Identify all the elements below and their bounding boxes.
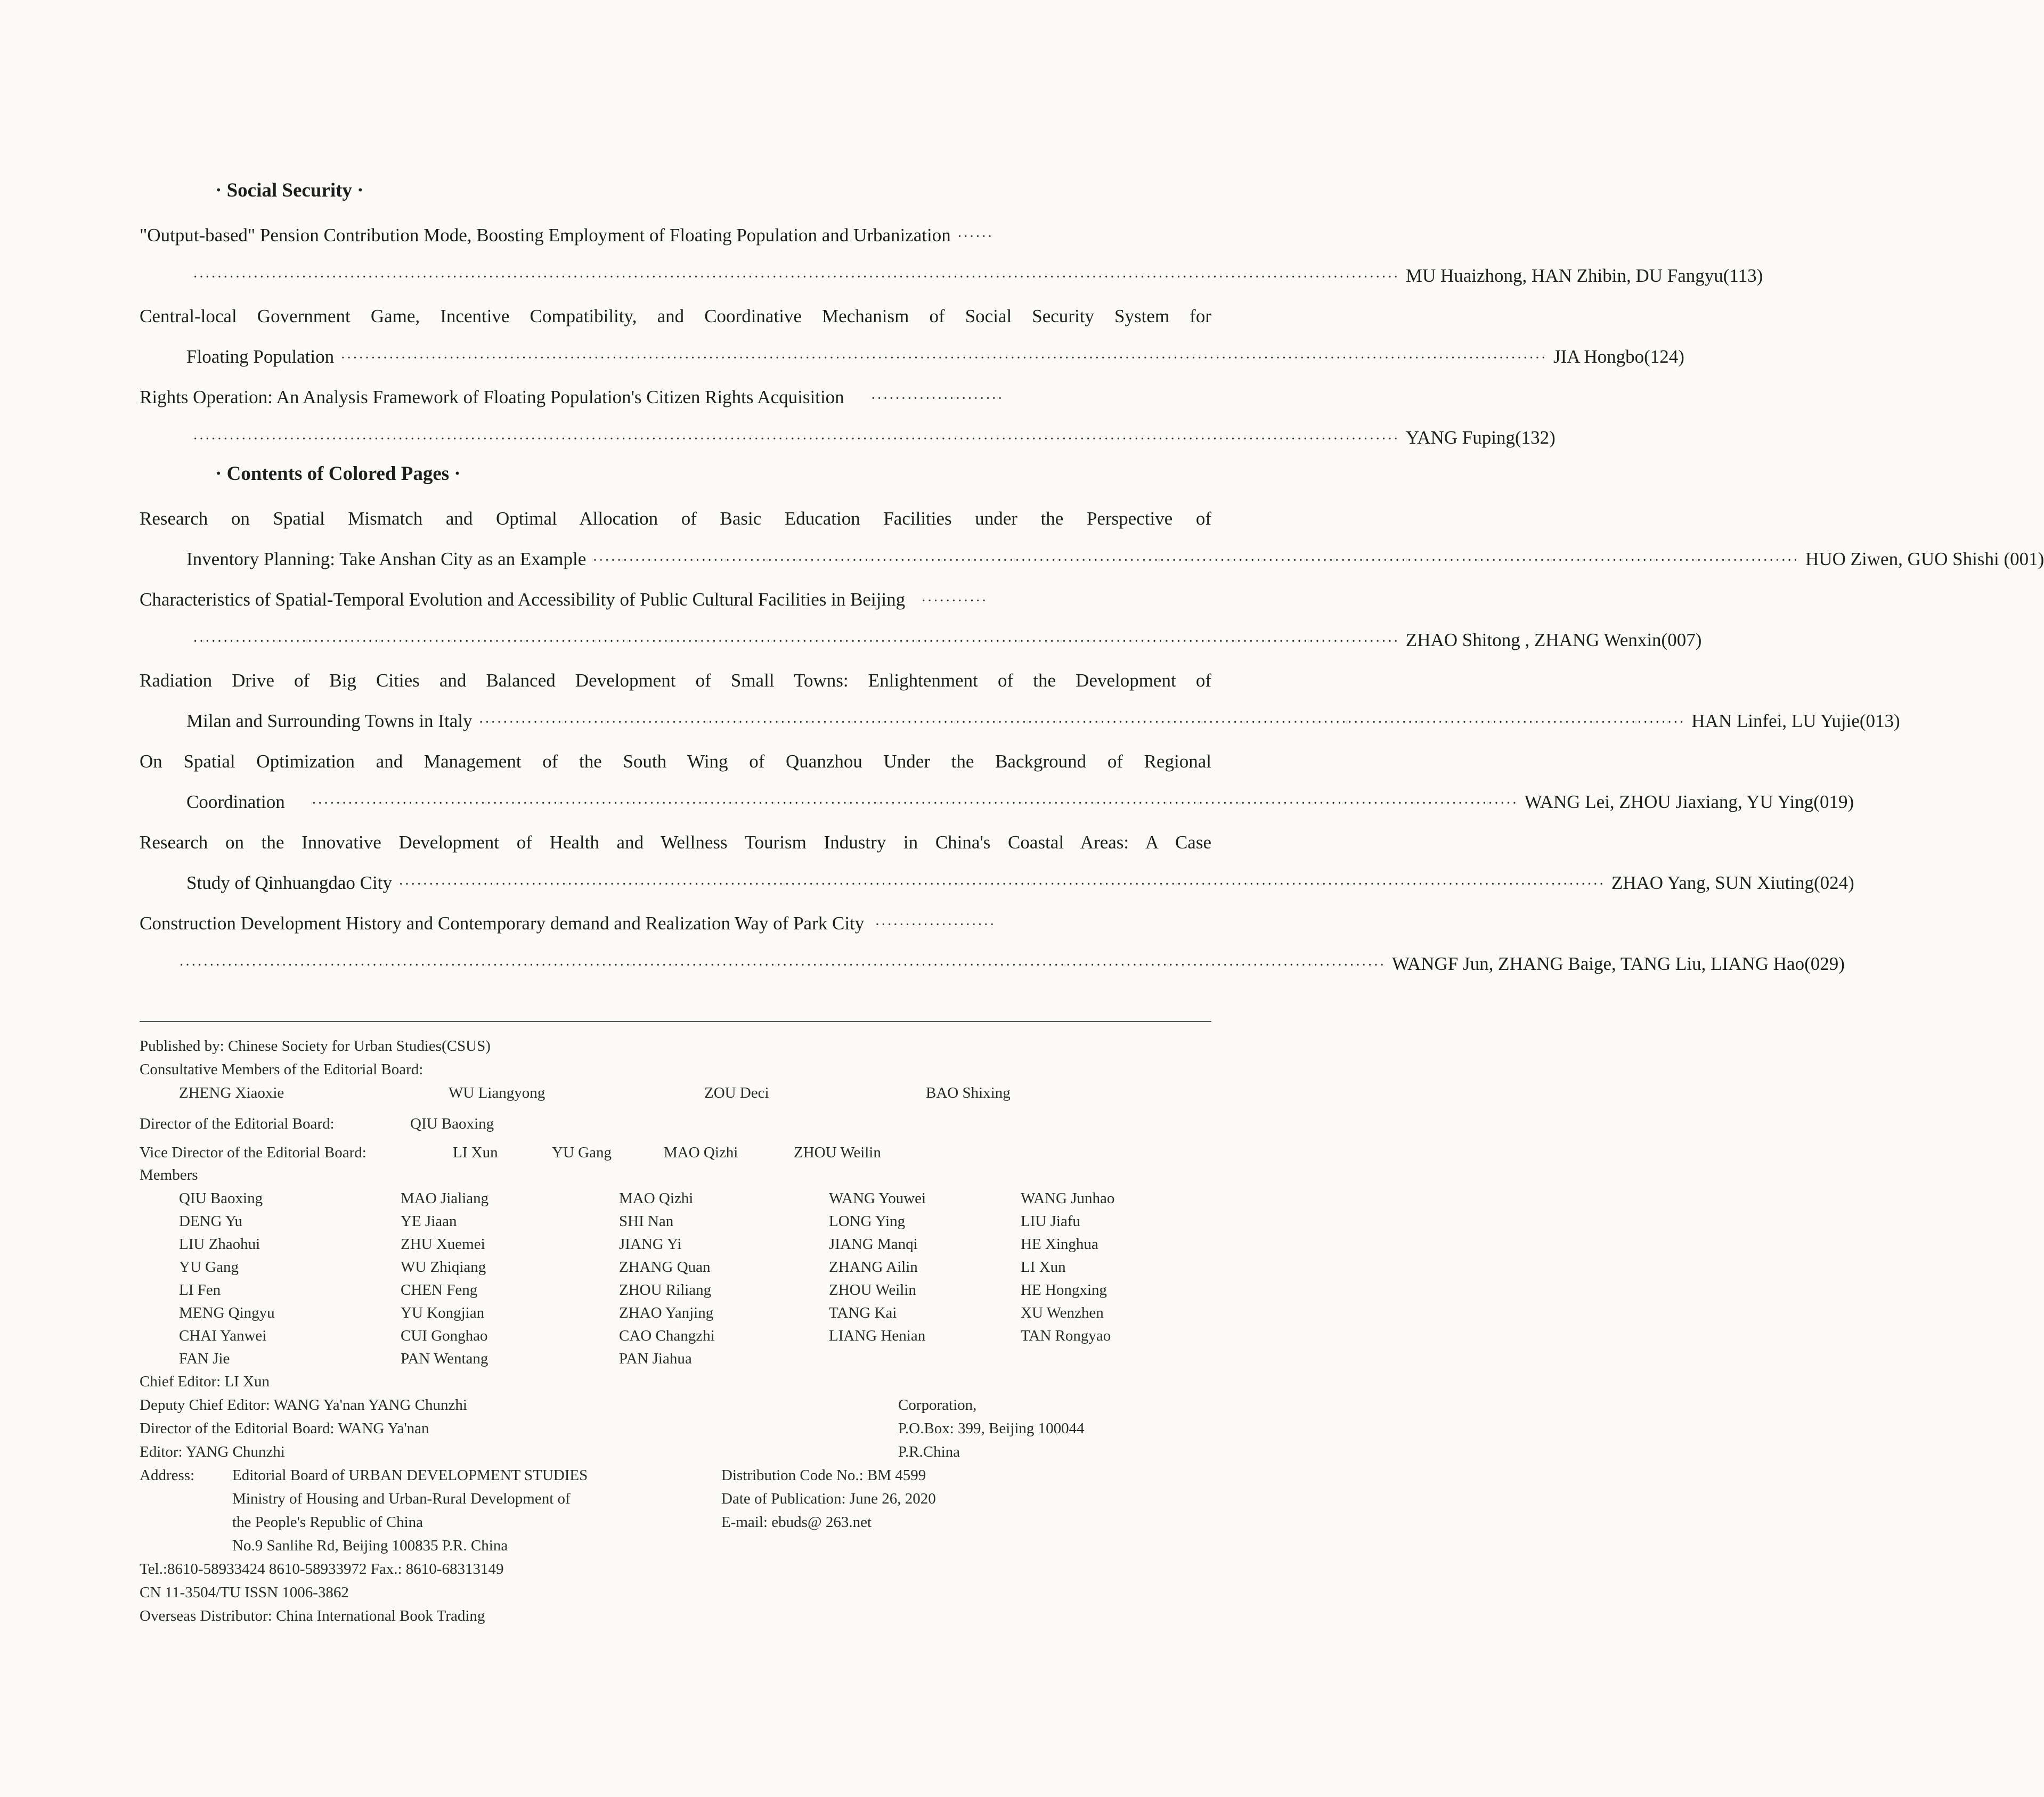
member-name: CHEN Feng: [401, 1281, 478, 1298]
entry-authors: ZHAO Yang, SUN Xiuting(024): [1611, 872, 1854, 893]
member-name: MAO Qizhi: [619, 1190, 694, 1207]
entry-authors: WANG Lei, ZHOU Jiaxiang, YU Ying(019): [1524, 791, 1854, 812]
editorial-director: Director of the Editorial Board: WANG Ya'nan: [140, 1420, 429, 1437]
entry-title: Central-local Government Game, Incentive Compatibility, and Coordinative Mechanism of Social Security System for: [140, 306, 1211, 326]
dot-leader: ········································································································································································································: [340, 350, 1547, 366]
entry-title: Characteristics of Spatial-Temporal Evolution and Accessibility of Public Cultural Facilities in Beijing: [140, 589, 906, 610]
member-name: CUI Gonghao: [401, 1327, 488, 1344]
vice-director-label: Vice Director of the Editorial Board:: [140, 1144, 367, 1161]
dot-leader: ········································································································································································································: [398, 876, 1605, 893]
member-name: PAN Jiahua: [619, 1350, 692, 1367]
member-name: FAN Jie: [179, 1350, 230, 1367]
member-name: LIANG Henian: [829, 1327, 926, 1344]
published-by: Published by: Chinese Society for Urban Studies(CSUS): [140, 1038, 491, 1055]
consultative-member: WU Liangyong: [449, 1084, 545, 1101]
member-name: CHAI Yanwei: [179, 1327, 267, 1344]
dot-leader: ········································································································································································································: [193, 269, 1399, 285]
member-name: ZHANG Ailin: [829, 1259, 918, 1276]
address-line: Ministry of Housing and Urban-Rural Development of: [232, 1490, 571, 1507]
chief-editor: Chief Editor: LI Xun: [140, 1373, 270, 1390]
member-name: WANG Youwei: [829, 1190, 926, 1207]
entry-authors: ZHAO Shitong , ZHANG Wenxin(007): [1405, 630, 1702, 650]
member-name: WU Zhiqiang: [401, 1259, 486, 1276]
dot-leader: ····················: [875, 917, 996, 933]
vice-director: LI Xun: [453, 1144, 498, 1161]
member-name: HE Hongxing: [1021, 1281, 1107, 1298]
email[interactable]: E-mail: ebuds@ 263.net: [721, 1514, 872, 1531]
entry-authors: YANG Fuping(132): [1405, 427, 1556, 448]
member-name: WANG Junhao: [1021, 1190, 1115, 1207]
member-name: LIU Jiafu: [1021, 1213, 1080, 1230]
cn-issn: CN 11-3504/TU ISSN 1006-3862: [140, 1584, 349, 1601]
member-name: LI Fen: [179, 1281, 221, 1298]
member-name: SHI Nan: [619, 1213, 674, 1230]
entry-authors: WANGF Jun, ZHANG Baige, TANG Liu, LIANG Hao(029): [1391, 953, 1845, 974]
dot-leader: ······: [957, 228, 994, 245]
member-name: MAO Jialiang: [401, 1190, 489, 1207]
member-name: TANG Kai: [829, 1304, 897, 1321]
distributor-line: Corporation,: [898, 1396, 977, 1414]
dot-leader: ········································································································································································································: [193, 633, 1399, 650]
dot-leader: ········································································································································································································: [179, 957, 1386, 974]
entry-title-cont: Study of Qinhuangdao City: [186, 872, 392, 893]
entry-title: On Spatial Optimization and Management of the South Wing of Quanzhou Under the Background of Regional: [140, 751, 1211, 772]
dot-leader: ······················: [870, 390, 1004, 407]
entry-title: Research on the Innovative Development of Health and Wellness Tourism Industry in China's Coastal Areas: A Case: [140, 832, 1211, 853]
entry-title-cont: Inventory Planning: Take Anshan City as an Example: [186, 549, 587, 569]
member-name: CAO Changzhi: [619, 1327, 715, 1344]
member-name: MENG Qingyu: [179, 1304, 275, 1321]
member-name: QIU Baoxing: [179, 1190, 263, 1207]
distribution-code: Distribution Code No.: BM 4599: [721, 1467, 926, 1484]
dot-leader: ········································································································································································································: [311, 795, 1518, 812]
dot-leader: ···········: [921, 593, 988, 609]
entry-authors: JIA Hongbo(124): [1553, 346, 1684, 367]
entry-title: Construction Development History and Contemporary demand and Realization Way of Park City: [140, 913, 865, 934]
members-label: Members: [140, 1166, 198, 1183]
distributor-line: P.R.China: [898, 1443, 960, 1460]
member-name: LIU Zhaohui: [179, 1236, 260, 1253]
entry-authors: HUO Ziwen, GUO Shishi (001): [1805, 549, 2044, 569]
publication-date: Date of Publication: June 26, 2020: [721, 1490, 936, 1507]
member-name: XU Wenzhen: [1021, 1304, 1104, 1321]
entry-title: "Output-based" Pension Contribution Mode, Boosting Employment of Floating Population and Urbanization: [140, 225, 951, 246]
member-name: LONG Ying: [829, 1213, 906, 1230]
dot-leader: ········································································································································································································: [193, 431, 1399, 447]
member-name: ZHU Xuemei: [401, 1236, 485, 1253]
vice-director: ZHOU Weilin: [794, 1144, 881, 1161]
dot-leader: ········································································································································································································: [592, 552, 1799, 569]
consultative-member: ZOU Deci: [704, 1084, 769, 1101]
entry-title-cont: Coordination: [186, 791, 285, 812]
member-name: YU Kongjian: [401, 1304, 485, 1321]
member-name: ZHANG Quan: [619, 1259, 711, 1276]
address-label: Address:: [140, 1467, 195, 1484]
entry-title-cont: Milan and Surrounding Towns in Italy: [186, 710, 473, 731]
member-name: PAN Wentang: [401, 1350, 488, 1367]
member-name: ZHAO Yanjing: [619, 1304, 714, 1321]
telephone-fax: Tel.:8610-58933424 8610-58933972 Fax.: 8610-68313149: [140, 1561, 504, 1578]
section-heading-social-security: · Social Security ·: [215, 179, 364, 201]
dot-leader: ········································································································································································································: [478, 714, 1685, 731]
entry-authors: MU Huaizhong, HAN Zhibin, DU Fangyu(113): [1405, 265, 1763, 286]
member-name: ZHOU Riliang: [619, 1281, 712, 1298]
member-name: YE Jiaan: [401, 1213, 457, 1230]
vice-director: MAO Qizhi: [664, 1144, 738, 1161]
entry-title-cont: Floating Population: [186, 346, 335, 367]
address-line: the People's Republic of China: [232, 1514, 423, 1531]
consultative-member: ZHENG Xiaoxie: [179, 1084, 284, 1101]
member-name: ZHOU Weilin: [829, 1281, 916, 1298]
overseas-distributor: Overseas Distributor: China International Book Trading: [140, 1607, 485, 1624]
member-name: TAN Rongyao: [1021, 1327, 1111, 1344]
address-line: No.9 Sanlihe Rd, Beijing 100835 P.R. China: [232, 1537, 508, 1554]
member-name: DENG Yu: [179, 1213, 242, 1230]
consultative-member: BAO Shixing: [926, 1084, 1011, 1101]
vice-director: YU Gang: [552, 1144, 612, 1161]
member-name: JIANG Manqi: [829, 1236, 918, 1253]
address-line: Editorial Board of URBAN DEVELOPMENT STUDIES: [232, 1467, 588, 1484]
entry-title: Rights Operation: An Analysis Framework of Floating Population's Citizen Rights Acquisition: [140, 387, 844, 407]
deputy-chief-editor: Deputy Chief Editor: WANG Ya'nan YANG Chunzhi: [140, 1396, 467, 1414]
entry-title: Research on Spatial Mismatch and Optimal Allocation of Basic Education Facilities under the Perspective of: [140, 508, 1211, 529]
entry-title: Radiation Drive of Big Cities and Balanced Development of Small Towns: Enlightenment of the Development of: [140, 670, 1211, 691]
consultative-label: Consultative Members of the Editorial Board:: [140, 1061, 424, 1078]
director-label: Director of the Editorial Board:: [140, 1115, 335, 1132]
member-name: YU Gang: [179, 1259, 239, 1276]
distributor-line: P.O.Box: 399, Beijing 100044: [898, 1420, 1085, 1437]
entry-authors: HAN Linfei, LU Yujie(013): [1691, 710, 1900, 731]
director-name: QIU Baoxing: [410, 1115, 494, 1132]
member-name: HE Xinghua: [1021, 1236, 1098, 1253]
member-name: JIANG Yi: [619, 1236, 682, 1253]
member-name: LI Xun: [1021, 1259, 1066, 1276]
editor: Editor: YANG Chunzhi: [140, 1443, 285, 1460]
section-heading-colored-pages: · Contents of Colored Pages ·: [215, 463, 461, 485]
